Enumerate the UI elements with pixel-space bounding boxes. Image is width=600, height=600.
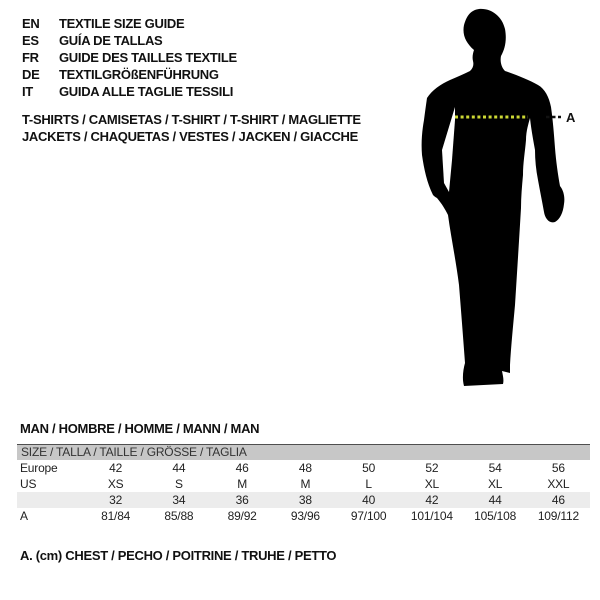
table-cell: L — [365, 477, 372, 491]
table-cell: M — [237, 477, 248, 491]
table-cell: 48 — [298, 461, 312, 475]
measurement-footnote: A. (cm) CHEST / PECHO / POITRINE / TRUHE / PETTO — [20, 548, 337, 563]
table-cell: 93/96 — [290, 509, 320, 523]
language-code: IT — [22, 84, 33, 99]
table-row — [17, 508, 590, 524]
language-row — [22, 32, 237, 49]
language-code: DE — [22, 67, 40, 82]
table-cell: 85/88 — [164, 509, 194, 523]
category-line-jackets: JACKETS / CHAQUETAS / VESTES / JACKEN / GIACCHE — [22, 129, 358, 144]
section-title-man: MAN / HOMBRE / HOMME / MANN / MAN — [20, 421, 260, 436]
table-cell: 54 — [488, 461, 502, 475]
table-cell: 89/92 — [227, 509, 257, 523]
row-label: Europe — [20, 461, 58, 475]
table-cell: 109/112 — [537, 509, 579, 523]
language-row — [22, 49, 237, 66]
table-cell: 50 — [362, 461, 376, 475]
size-table-header: SIZE / TALLA / TAILLE / GRÖSSE / TAGLIA — [17, 444, 590, 460]
table-cell: 97/100 — [350, 509, 387, 523]
language-row — [22, 15, 237, 32]
language-text: TEXTILGRÖßENFÜHRUNG — [59, 67, 219, 82]
table-cell: 40 — [362, 493, 376, 507]
table-cell: 44 — [172, 461, 186, 475]
table-cell: XS — [107, 477, 124, 491]
language-text: GUIDA ALLE TAGLIE TESSILI — [59, 84, 234, 99]
table-cell: 42 — [109, 461, 123, 475]
table-cell: S — [174, 477, 183, 491]
table-cell: 52 — [425, 461, 439, 475]
language-code: EN — [22, 16, 40, 31]
table-cell: 42 — [425, 493, 439, 507]
table-cell: 81/84 — [101, 509, 131, 523]
language-text: TEXTILE SIZE GUIDE — [59, 16, 185, 31]
table-cell: 36 — [235, 493, 249, 507]
table-cell: XL — [424, 477, 440, 491]
language-row — [22, 66, 237, 83]
table-cell: 46 — [551, 493, 565, 507]
table-cell: 56 — [551, 461, 565, 475]
language-text: GUÍA DE TALLAS — [59, 33, 163, 48]
table-cell: 34 — [172, 493, 186, 507]
language-row — [22, 83, 237, 100]
table-cell: 105/108 — [474, 509, 517, 523]
table-cell: XL — [487, 477, 503, 491]
language-list — [22, 15, 237, 100]
table-row — [17, 460, 590, 476]
size-table — [17, 444, 590, 524]
table-cell: 32 — [109, 493, 123, 507]
table-cell: M — [300, 477, 311, 491]
man-silhouette-figure — [398, 5, 598, 395]
row-label: US — [20, 477, 37, 491]
language-code: ES — [22, 33, 39, 48]
table-cell: 44 — [488, 493, 502, 507]
man-silhouette-shape — [422, 9, 565, 386]
language-code: FR — [22, 50, 39, 65]
measure-label-a: A — [566, 110, 576, 125]
language-text: GUIDE DES TAILLES TEXTILE — [59, 50, 237, 65]
garment-categories — [22, 111, 361, 145]
man-silhouette-svg — [398, 5, 598, 395]
table-cell: 101/104 — [410, 509, 453, 523]
size-table-body — [17, 460, 590, 524]
row-label: A — [20, 509, 28, 523]
table-cell: 38 — [298, 493, 312, 507]
table-cell: XXL — [547, 477, 570, 491]
table-row — [17, 492, 590, 508]
category-line-tshirts: T-SHIRTS / CAMISETAS / T-SHIRT / T-SHIRT / MAGLIETTE — [22, 112, 361, 127]
table-cell: 46 — [235, 461, 249, 475]
table-row — [17, 476, 590, 492]
